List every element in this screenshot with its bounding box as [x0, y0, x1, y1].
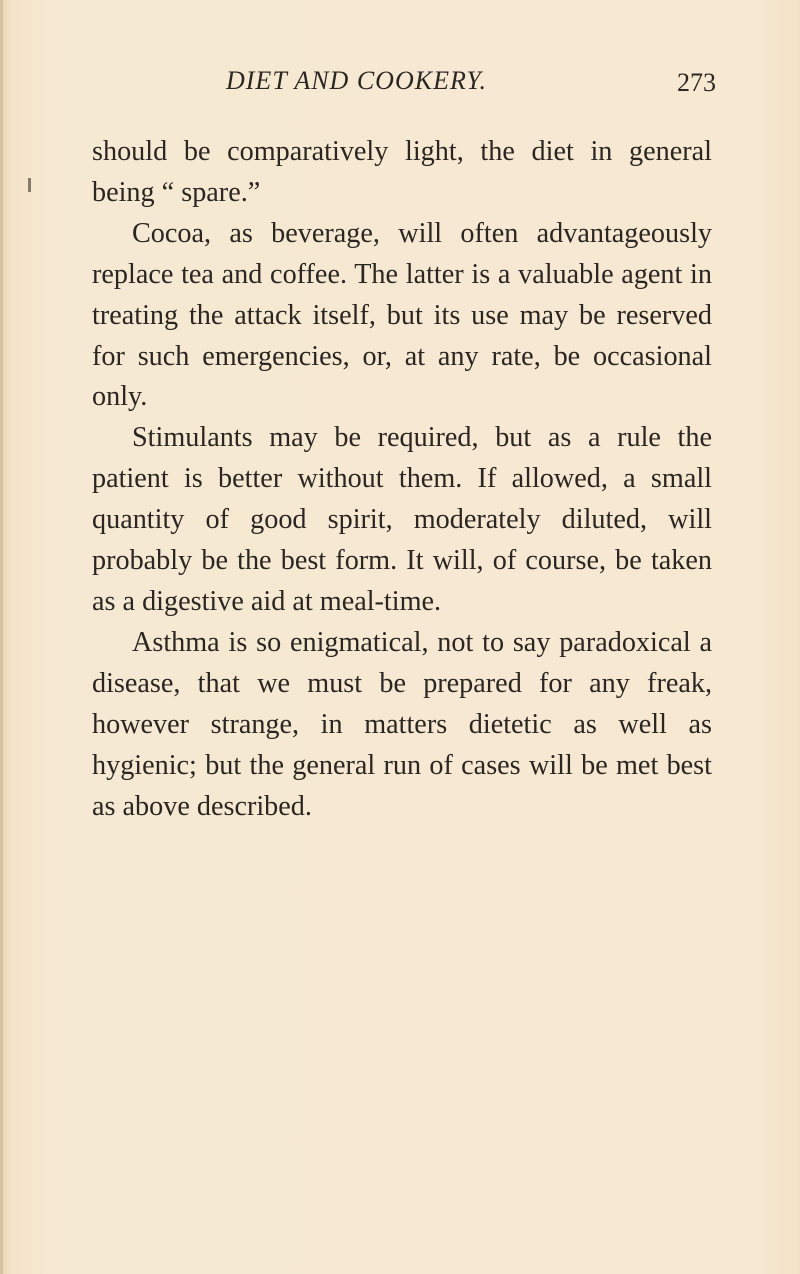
page-number: 273 [677, 68, 716, 97]
body-text [92, 132, 712, 827]
page-header [226, 66, 716, 106]
paragraph-4: Asthma is so enigmatical, not to say paradoxical a disease, that we must be prepared for any freak, however strange, in matters dietetic as well as hygienic; but the general run of cases will be met best as above described. [92, 626, 712, 822]
running-head: DIET AND COOKERY. [226, 66, 487, 95]
page-scan-edge [0, 0, 3, 1274]
paragraph-1: should be comparatively light, the diet in general being “ spare.” [92, 136, 712, 208]
paragraph-3: Stimulants may be required, but as a rule the patient is better without them. If allowed, a small quantity of good spirit, moderately diluted, will probably be the best form. It will, of course, be taken as a digestive aid at meal-time. [92, 422, 712, 617]
paragraph-2: Cocoa, as beverage, will often advantageously replace tea and coffee. The latter is a valuable agent in treating the attack itself, but its use may be reserved for such emergencies, or, at any rate, be occasional only. [92, 217, 712, 413]
margin-mark [28, 178, 31, 192]
